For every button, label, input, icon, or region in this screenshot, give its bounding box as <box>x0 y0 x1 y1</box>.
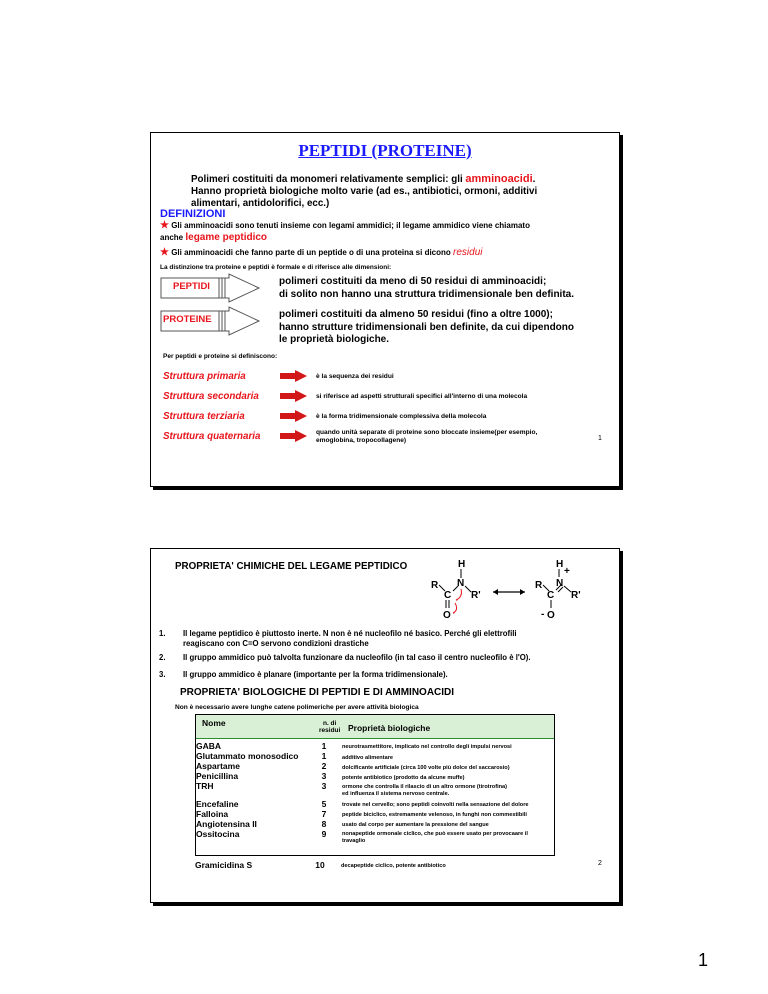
structures-intro: Per peptidi e proteine si definiscono: <box>163 353 278 360</box>
star-icon: ★ <box>160 220 169 231</box>
structure-name: Struttura quaternaria <box>163 431 261 442</box>
slide-title: PROPRIETA' CHIMICHE DEL LEGAME PEPTIDICO <box>175 561 408 572</box>
row-property: dolcificante artificiale (circa 100 volte più dolce del saccarosio) <box>342 765 510 771</box>
structure-desc <box>316 429 537 445</box>
row-name: Gramicidina S <box>195 860 253 870</box>
peptidi-description <box>279 276 574 301</box>
row-name: Ossitocina <box>196 829 240 839</box>
row-residues: 5 <box>321 799 327 809</box>
chem-atom-h: H <box>556 559 564 570</box>
bio-heading: PROPRIETA' BIOLOGICHE DI PEPTIDI E DI AMMINOACIDI <box>180 687 455 698</box>
intro-line3: alimentari, antidolorifici, ecc.) <box>191 198 330 209</box>
intro-keyword: amminoacidi <box>465 173 533 185</box>
chem-atom-n: N <box>457 578 465 589</box>
row-name: GABA <box>196 741 222 751</box>
row-name: Aspartame <box>196 761 240 771</box>
structure-arrows <box>279 369 309 449</box>
peptidi-desc1: polimeri costituiti da meno di 50 residui di amminoacidi; <box>279 276 547 287</box>
row-residues: 2 <box>321 761 327 771</box>
proteine-desc1: polimeri costituiti da almeno 50 residui (fino a oltre 1000); <box>279 309 553 320</box>
def2-keyword: residui <box>453 247 483 258</box>
chem-atom-r: R <box>535 580 543 591</box>
peptide-bond-resonance-diagram <box>401 555 611 625</box>
row-property: potente antibiotico (prodotto da alcune muffe) <box>342 775 465 781</box>
header-residues-2: residui <box>319 727 341 734</box>
point-text: Il gruppo ammidico può talvolta funzionare da nucleofilo (in tal caso il centro nucleofilo è l'O). <box>183 653 531 662</box>
slide-2 <box>150 548 620 903</box>
row-residues: 1 <box>321 751 327 761</box>
row-name: Penicillina <box>196 771 239 781</box>
slide-page-number: 2 <box>598 860 602 867</box>
row-property: usato dal corpo per aumentare la pressione del sangue <box>342 822 489 828</box>
proteine-desc3: le proprietà biologiche. <box>279 334 390 345</box>
definitions-heading: DEFINIZIONI <box>160 208 226 220</box>
chem-atom-o: O <box>443 610 451 621</box>
intro-text <box>191 173 611 210</box>
chem-charge-minus: - <box>541 609 545 620</box>
bio-note: Non è necessario avere lunghe catene polimeriche per avere attività biologica <box>175 704 419 711</box>
row-property: decapeptide ciclico, potente antibiotico <box>341 863 446 869</box>
def1-text: Gli amminoacidi sono tenuti insieme con legami ammidici; il legame ammidico viene chiamato <box>171 221 530 230</box>
chem-atom-o: O <box>547 610 555 621</box>
structure-desc-line1: quando unità separate di proteine sono bloccate insieme(per esempio, <box>316 429 538 436</box>
point-number: 3. <box>159 670 166 679</box>
row-property <box>342 831 528 844</box>
row-property-line1: ormone che controlla il rilascio di un altro ormone (tirotrofina) <box>342 784 508 790</box>
slide-title: PEPTIDI (PROTEINE) <box>298 141 472 160</box>
header-residues-1: n. di <box>322 720 337 727</box>
row-residues: 1 <box>321 741 327 751</box>
distinction-text: La distinzione tra proteine e peptidi è formale e di riferisce alle dimensioni: <box>160 264 392 271</box>
definition-2 <box>160 247 483 258</box>
row-property: trovate nel cervello; sono peptidi coinvolti nella sensazione del dolore <box>342 802 529 808</box>
point-number: 1. <box>159 629 166 638</box>
intro-line1: Polimeri costituiti da monomeri relativamente semplici: gli <box>191 174 466 185</box>
peptidi-label: PEPTIDI <box>173 281 210 292</box>
row-name: Falloina <box>196 809 229 819</box>
chem-atom-c: C <box>547 590 555 601</box>
red-arrow-icon <box>280 390 307 402</box>
row-property <box>342 784 507 797</box>
row-property-line1: nonapeptide ormonale ciclico, che può essere usato per provocaare il <box>342 831 528 837</box>
structure-desc: si riferisce ad aspetti strutturali specifici all'interno di una molecola <box>316 393 528 400</box>
structure-desc: è la forma tridimensionale complessiva della molecola <box>316 413 487 420</box>
proteine-description <box>279 309 574 347</box>
row-property: neurotrasmettitore, implicato nel controllo degli impulsi nervosi <box>342 744 512 750</box>
row-residues: 9 <box>321 829 327 839</box>
slide-1 <box>150 132 620 487</box>
intro-line2: Hanno proprietà biologiche molto varie (ad es., antibiotici, ormoni, additivi <box>191 186 538 197</box>
red-arrow-icon <box>280 430 307 442</box>
header-name: Nome <box>202 718 226 728</box>
row-name: Angiotensina II <box>196 819 257 829</box>
row-property: additivo alimentare <box>342 755 393 761</box>
red-arrow-icon <box>280 370 307 382</box>
structure-desc-line2: emoglobina, tropocollagene) <box>316 437 407 444</box>
chem-charge-plus: + <box>564 566 570 577</box>
chem-atom-h: H <box>458 559 466 570</box>
chem-atom-r: R <box>431 580 439 591</box>
structure-name: Struttura terziaria <box>163 411 245 422</box>
def1-text-b: anche <box>160 233 184 242</box>
row-residues: 3 <box>321 781 327 791</box>
structure-name: Struttura secondaria <box>163 391 259 402</box>
peptidi-desc2: di solito non hanno una struttura tridimensionale ben definita. <box>279 288 575 300</box>
row-property-line2: ed influenza il sistema nervoso centrale. <box>342 790 450 797</box>
slide-page-number: 1 <box>598 435 602 442</box>
proteine-desc2: hanno strutture tridimensionali ben definite, da cui dipendono <box>279 321 575 333</box>
row-name: Encefaline <box>196 799 239 809</box>
point-text: Il gruppo ammidico è planare (importante per la forma tridimensionale). <box>183 670 448 679</box>
chem-atom-c: C <box>444 590 452 601</box>
star-icon: ★ <box>160 247 169 258</box>
point-line: reagiscano con C=O servono condizioni drastiche <box>183 639 369 648</box>
red-arrow-icon <box>280 410 307 422</box>
chem-atom-n: N <box>556 578 564 589</box>
structure-desc: è la sequenza dei residui <box>316 373 394 380</box>
point-number: 2. <box>159 653 166 662</box>
point-text <box>183 629 517 649</box>
definition-1 <box>160 220 610 244</box>
header-residues <box>319 720 340 734</box>
bio-properties-table <box>195 714 555 856</box>
header-property: Proprietà biologiche <box>348 723 431 733</box>
chem-atom-rprime: R' <box>471 590 481 601</box>
point-line: Il legame peptidico è piuttosto inerte. N non è né nucleofilo né basico. Perché gli elettrofili <box>183 629 517 638</box>
row-residues: 7 <box>321 809 327 819</box>
intro-period: . <box>532 174 536 185</box>
page-number: 1 <box>697 950 708 970</box>
row-residues: 10 <box>315 860 325 870</box>
row-property-line2: travaglio <box>342 837 366 844</box>
def2-text: Gli amminoacidi che fanno parte di un peptide o di una proteina si dicono <box>171 248 451 257</box>
row-residues: 8 <box>321 819 327 829</box>
proteine-label: PROTEINE <box>163 314 212 325</box>
def1-keyword: legame peptidico <box>185 232 268 243</box>
chem-atom-rprime: R' <box>571 590 581 601</box>
row-name: Glutammato monosodico <box>196 751 299 761</box>
row-property: peptide biciclico, estremamente velenoso, in funghi non commestibili <box>342 812 527 818</box>
row-residues: 3 <box>321 771 327 781</box>
structure-name: Struttura primaria <box>163 371 246 382</box>
row-name: TRH <box>196 781 214 791</box>
